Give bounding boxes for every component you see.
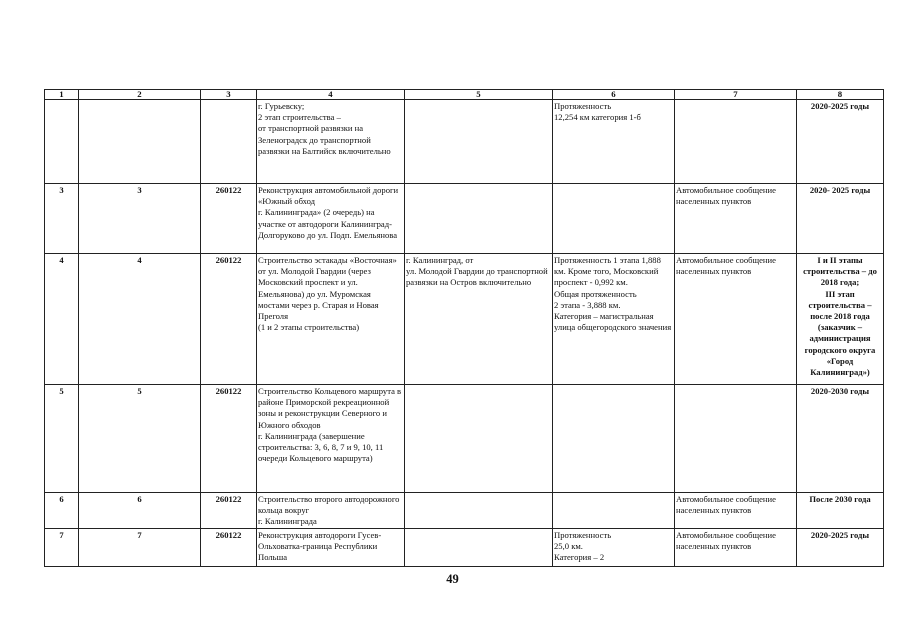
cell-characteristics (553, 184, 675, 254)
cell-location (405, 184, 553, 254)
cell-number-2: 3 (79, 184, 201, 254)
cell-object-name: Реконструкция автомобильной дороги «Южный обход г. Калининграда» (2 очередь) на участке от автодороги Калининград-Долгоруково до ул. Подп. Емельянова (257, 184, 405, 254)
cell-location (405, 493, 553, 529)
cell-code: 260122 (201, 385, 257, 493)
cell-timeline: 2020-2025 годы (797, 100, 884, 184)
cell-number: 3 (45, 184, 79, 254)
cell-location (405, 385, 553, 493)
cell-timeline: I и II этапы строительства – до 2018 года; III этап строительства – после 2018 года (заказчик – администрация городского округа «Город Калининград») (797, 254, 884, 385)
cell-object-name: Реконструкция автодороги Гусев-Ольховатка-граница Республики Польша (257, 529, 405, 567)
column-header: 3 (201, 90, 257, 100)
cell-timeline: 2020-2030 годы (797, 385, 884, 493)
header-row (45, 90, 884, 100)
column-header: 1 (45, 90, 79, 100)
cell-code: 260122 (201, 493, 257, 529)
cell-characteristics (553, 493, 675, 529)
column-header: 7 (675, 90, 797, 100)
cell-number: 7 (45, 529, 79, 567)
column-header: 5 (405, 90, 553, 100)
cell-number (45, 100, 79, 184)
cell-characteristics: Протяженность 1 этапа 1,888 км. Кроме того, Московский проспект - 0,992 км. Общая протяженность 2 этапа - 3,888 км. Категория – магистральная улица общегородского значения (553, 254, 675, 385)
cell-object-name: Строительство эстакады «Восточная» от ул. Молодой Гвардии (через Московский проспект и ул. Емельянова) до ул. Муромская мостами через р. Старая и Новая Преголя (1 и 2 этапы строительства) (257, 254, 405, 385)
cell-code: 260122 (201, 184, 257, 254)
cell-timeline: 2020- 2025 годы (797, 184, 884, 254)
cell-code: 260122 (201, 254, 257, 385)
cell-location (405, 100, 553, 184)
cell-number-2: 4 (79, 254, 201, 385)
cell-object-name: г. Гурьевску; 2 этап строительства – от транспортной развязки на Зеленоградск до транспортной развязки на Балтийск включительно (257, 100, 405, 184)
cell-number-2: 6 (79, 493, 201, 529)
table-row (45, 254, 884, 385)
cell-characteristics: Протяженность 25,0 км. Категория – 2 (553, 529, 675, 567)
table-row (45, 385, 884, 493)
projects-table (44, 89, 884, 567)
cell-characteristics (553, 385, 675, 493)
cell-number: 4 (45, 254, 79, 385)
table-row (45, 100, 884, 184)
cell-timeline: После 2030 года (797, 493, 884, 529)
column-header: 8 (797, 90, 884, 100)
column-header: 2 (79, 90, 201, 100)
cell-purpose: Автомобильное сообщение населенных пунктов (675, 529, 797, 567)
cell-number-2: 5 (79, 385, 201, 493)
cell-characteristics: Протяженность 12,254 км категория 1-б (553, 100, 675, 184)
cell-purpose: Автомобильное сообщение населенных пунктов (675, 184, 797, 254)
page-number: 49 (446, 572, 459, 586)
cell-purpose: Автомобильное сообщение населенных пунктов (675, 254, 797, 385)
table-row (45, 529, 884, 567)
cell-number-2: 7 (79, 529, 201, 567)
cell-location (405, 529, 553, 567)
cell-number-2 (79, 100, 201, 184)
cell-purpose (675, 385, 797, 493)
cell-purpose: Автомобильное сообщение населенных пунктов (675, 493, 797, 529)
cell-number: 5 (45, 385, 79, 493)
column-header: 4 (257, 90, 405, 100)
column-header: 6 (553, 90, 675, 100)
table-row (45, 493, 884, 529)
cell-location: г. Калининград, от ул. Молодой Гвардии до транспортной развязки на Остров включительно (405, 254, 553, 385)
cell-number: 6 (45, 493, 79, 529)
table-row (45, 184, 884, 254)
cell-object-name: Строительство второго автодорожного кольца вокруг г. Калининграда (257, 493, 405, 529)
cell-purpose (675, 100, 797, 184)
cell-code (201, 100, 257, 184)
cell-code: 260122 (201, 529, 257, 567)
cell-timeline: 2020-2025 годы (797, 529, 884, 567)
cell-object-name: Строительство Кольцевого маршрута в районе Приморской рекреационной зоны и реконструкции Северного и Южного обходов г. Калининграда (завершение строительства: 3, 6, 8, 7 и 9, 10, 11 очереди Кольцевого маршрута) (257, 385, 405, 493)
